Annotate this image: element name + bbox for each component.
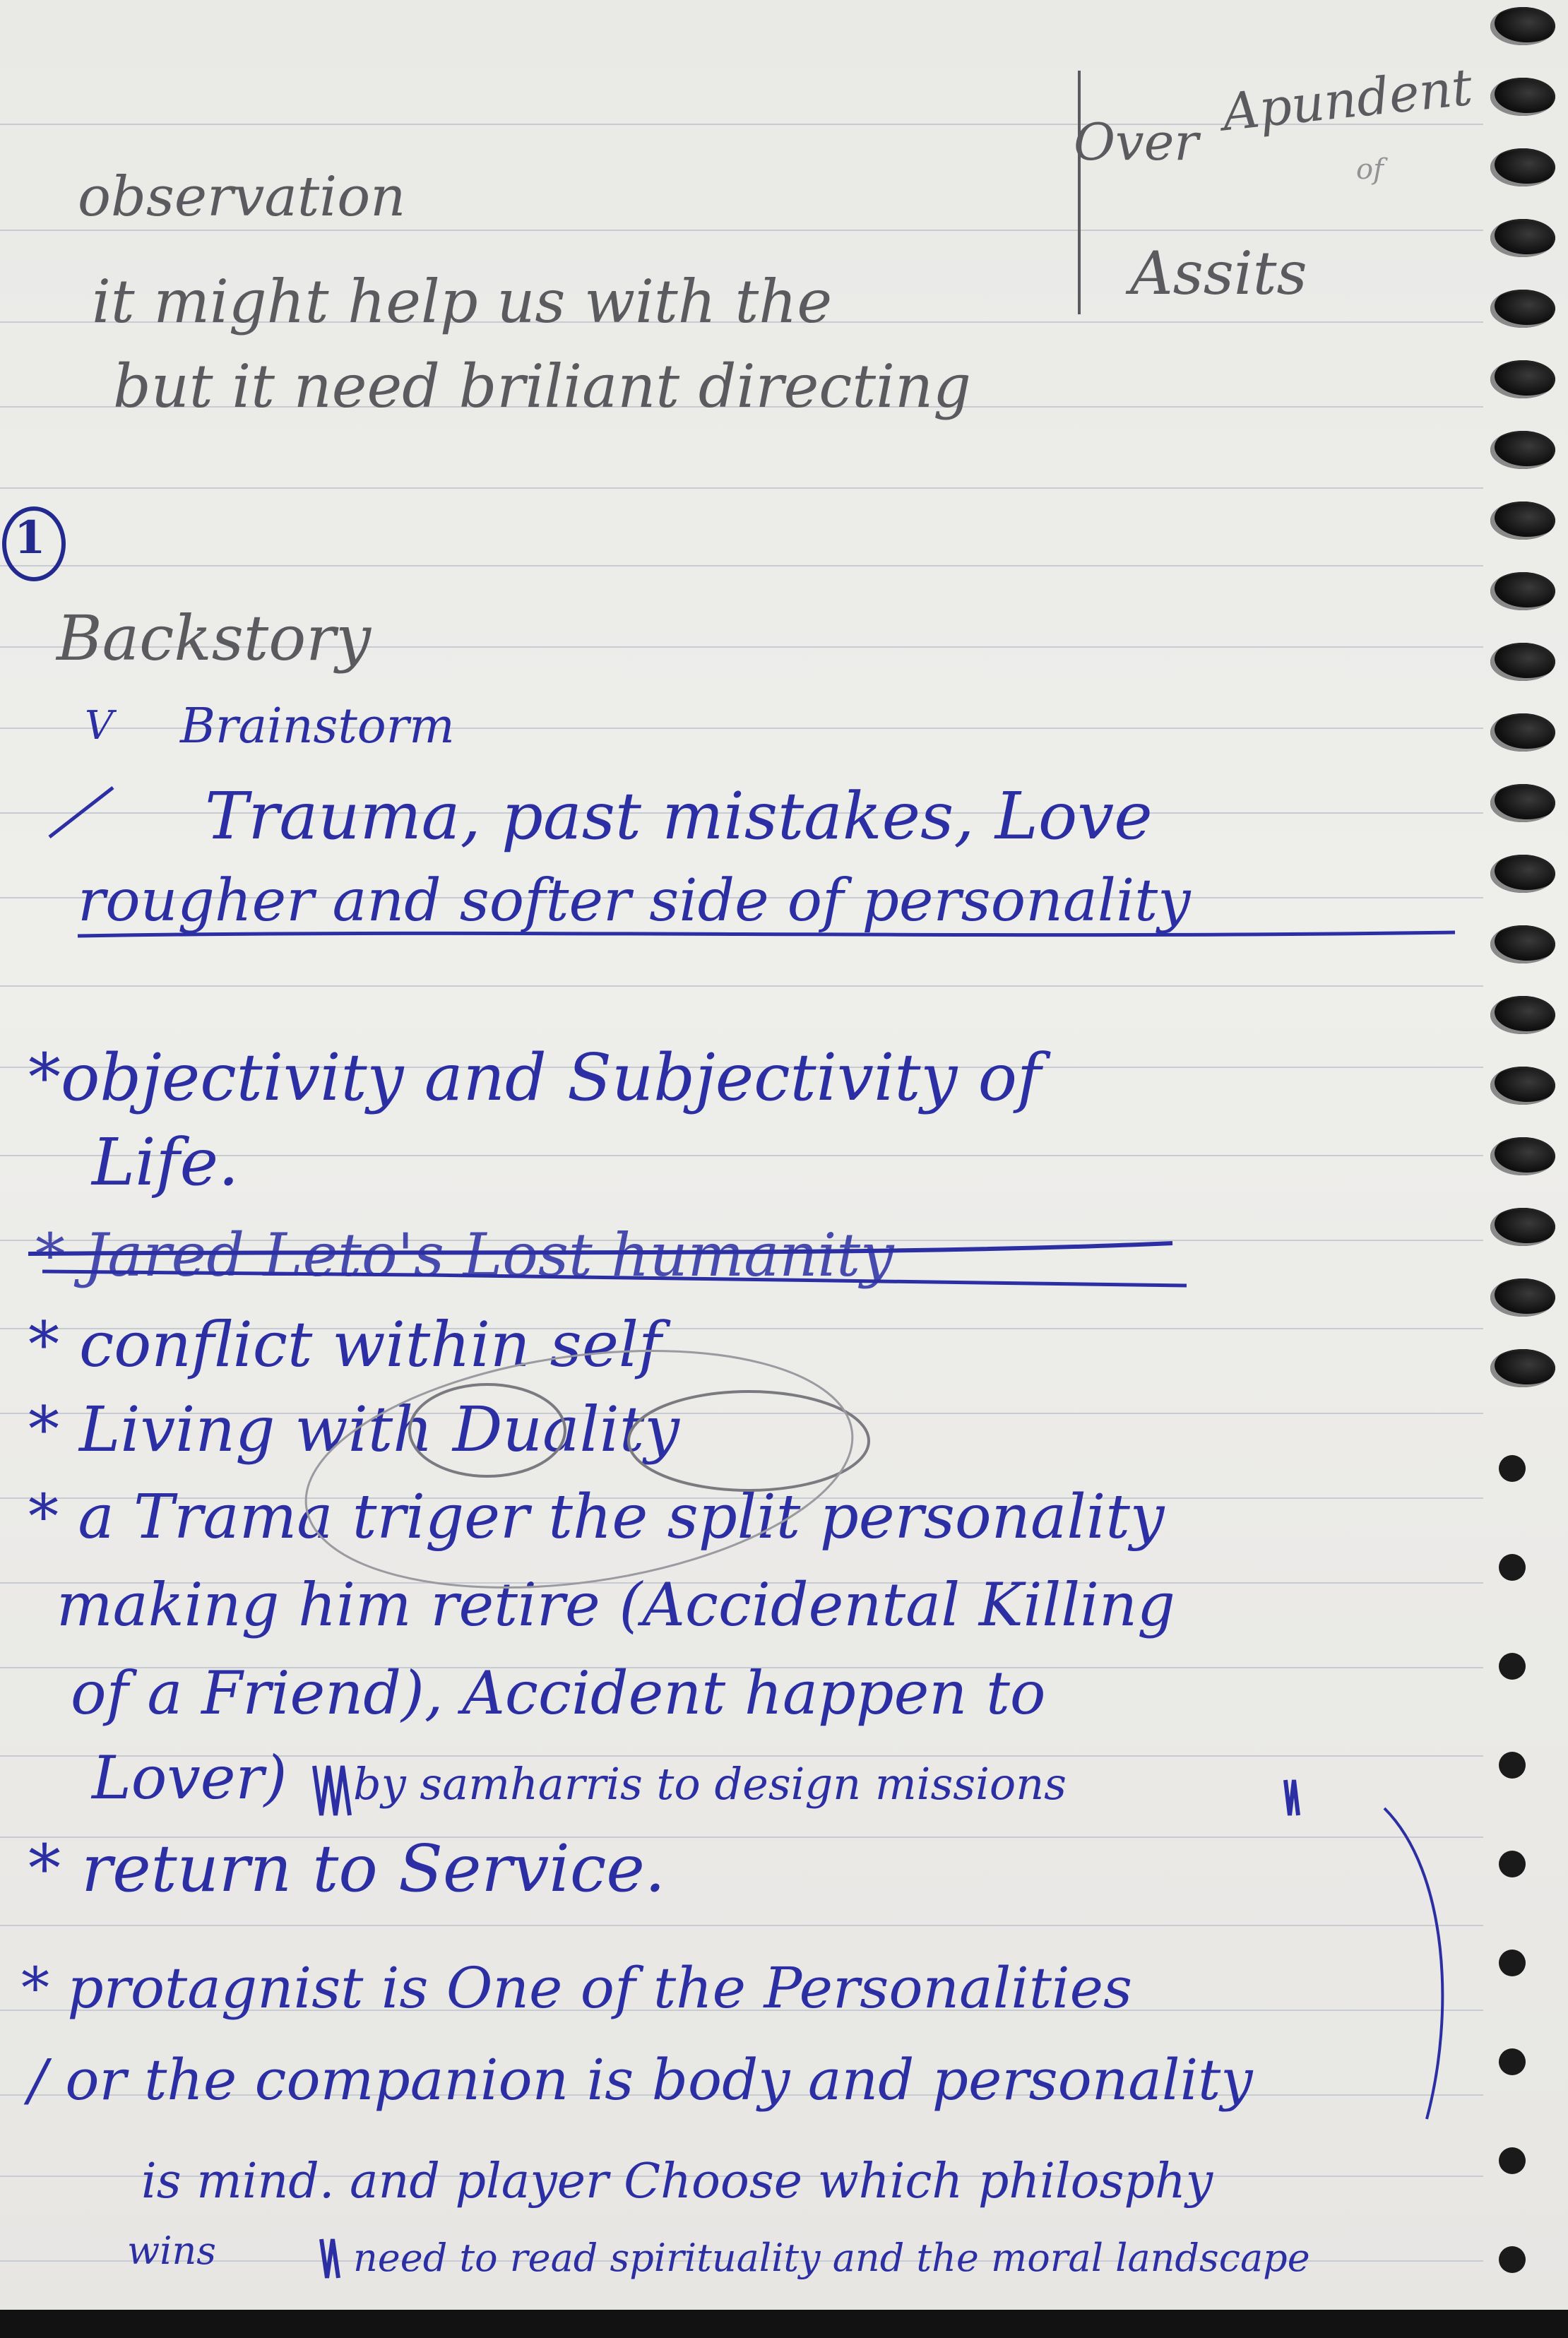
binding-coil: [1490, 360, 1555, 398]
corner-word-apundent: Apundent: [1219, 57, 1475, 143]
binding-coil: [1490, 1208, 1555, 1246]
ruled-line: [0, 985, 1483, 987]
scribble-mark: [321, 2239, 338, 2278]
binding-coil: [1490, 1067, 1555, 1105]
binding-coil: [1490, 502, 1555, 540]
binding-coil: [1490, 784, 1555, 822]
observation-title: observation: [78, 165, 406, 229]
binding-hole: [1499, 1752, 1526, 1779]
spiral-binding: [1469, 0, 1568, 2338]
desk-edge: [0, 2310, 1568, 2338]
trauma-line: Trauma, past mistakes, Love: [205, 778, 1153, 854]
return-line: * return to Service.: [28, 1831, 666, 1906]
binding-coil: [1490, 148, 1555, 186]
binding-coil: [1490, 7, 1555, 45]
samharris-note: by samharris to design missions: [353, 1758, 1067, 1810]
corner-word-of: of: [1356, 153, 1384, 186]
binding-hole: [1499, 1554, 1526, 1581]
living-line: * Living with Duality: [28, 1393, 679, 1466]
ruled-line: [0, 565, 1483, 566]
binding-coil: [1490, 713, 1555, 752]
binding-coil: [1490, 1278, 1555, 1317]
conflict-line: * conflict within self: [28, 1308, 662, 1381]
wins-word: wins: [127, 2229, 216, 2273]
binding-coil: [1490, 855, 1555, 893]
trauma-trigger-line: * a Trama triger the split personality: [28, 1482, 1165, 1553]
binding-hole: [1499, 2246, 1526, 2273]
binding-hole: [1499, 1653, 1526, 1680]
binding-hole: [1499, 2147, 1526, 2174]
item-number: 1: [14, 511, 46, 564]
struck-out-line: * Jared Leto's Lost humanity: [35, 1221, 894, 1290]
backstory-heading: Backstory: [57, 602, 372, 675]
ruled-line: [0, 487, 1483, 489]
mind-line: is mind. and player Choose which philosphy: [141, 2154, 1213, 2209]
binding-coil: [1490, 431, 1555, 469]
binding-coil: [1490, 1137, 1555, 1175]
binding-hole: [1499, 1455, 1526, 1482]
rougher-line: rougher and softer side of personality: [78, 867, 1191, 934]
observation-line-1: it might help us with the: [92, 267, 833, 336]
binding-coil: [1490, 572, 1555, 610]
objectivity-line: *objectivity and Subjectivity of: [28, 1040, 1042, 1115]
scribble-mark: [314, 1766, 350, 1815]
corner-word-over: Over: [1074, 112, 1199, 172]
binding-coil: [1490, 290, 1555, 328]
binding-hole: [1499, 1851, 1526, 1877]
binding-coil: [1490, 996, 1555, 1034]
ruled-line: [0, 1925, 1483, 1926]
friend-line: of a Friend), Accident happen to: [71, 1658, 1046, 1728]
arrow-curve: [1384, 1808, 1442, 2119]
making-line: making him retire (Accidental Killing: [57, 1570, 1175, 1639]
binding-coil: [1490, 1349, 1555, 1387]
scribble-mark: [1285, 1780, 1298, 1815]
observation-word-assits: Assits: [1130, 239, 1307, 308]
lover-line: Lover): [92, 1743, 287, 1812]
binding-coil: [1490, 643, 1555, 681]
life-word: Life.: [92, 1125, 239, 1200]
binding-hole: [1499, 1950, 1526, 1976]
binding-coil: [1490, 219, 1555, 257]
binding-hole: [1499, 2048, 1526, 2075]
protagonist-line: * protagnist is One of the Personalities: [21, 1955, 1133, 2021]
read-note: need to read spirituality and the moral landscape: [353, 2236, 1310, 2280]
binding-coil: [1490, 78, 1555, 116]
brainstorm-label: Brainstorm: [180, 699, 455, 754]
observation-line-2: but it need briliant directing: [113, 352, 971, 421]
ruled-line: [0, 230, 1483, 231]
companion-line: / or the companion is body and personality: [28, 2047, 1253, 2113]
checkmark-icon: V: [85, 703, 114, 749]
binding-coil: [1490, 925, 1555, 963]
